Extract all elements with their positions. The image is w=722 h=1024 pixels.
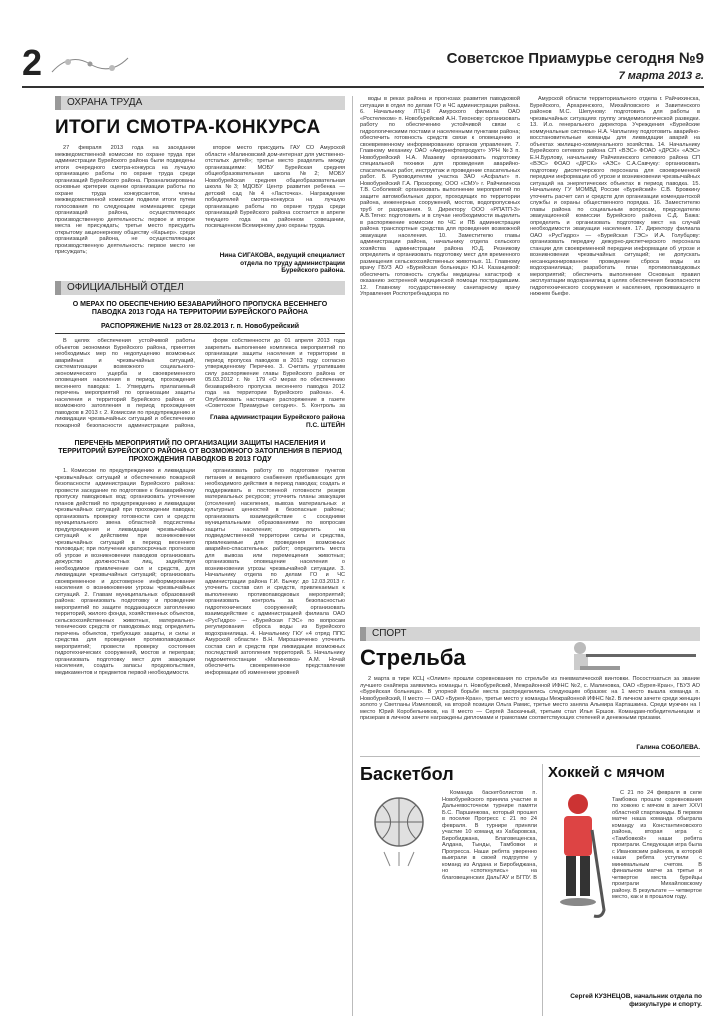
measures-paragraph-2: организовать работу по подготовке пунктов питания и вещевого снабжения прибывающих для необходимого действия в период паводка; создать и поддерживать в постоянной готовности резерв материальных ресурсов; уточнить планы эвакуации (отселения) населения, вывоза материальных и культурных ценностей в безопасные районы; организовать взаимодействие с соседними муниципальными образованиями по вопросам защиты населения; определить на подведомственной территории силы и средства, привлекаемые для проведения возможных аварийно-спасательных работ; определить места для вывоза или перемещения животных; организовать оповещение населения о возникновении угрозы чрезвычайной ситуации. 3. Начальнику отдела по делам ГО и ЧС администрации района Г.И. Бычку: до 12.03.2013 г. уточнить состав сил и средств, привлекаемых к выполнению противопаводковых мероприятий; организовать контроль за безопасностью гидротехнических сооружений; организовать взаимодействие с администрацией филиала ОАО «РусГидро» — «Бурейская ГЭС» по вопросам регулирования сброса воды из Бурейского водохранилища. 4. Начальнику ГКУ «4 отряд ППС Амурской области» В.Н. Мирошниченко уточнить состав сил и средств при ликвидации возможных последствий затопления территорий. 5. Начальнику гидрометеостанции «Малиновка» А.М. Ночай обеспечить своевременное представление информации об изменении уровней xyxy=(205,468,345,676)
measures-col1 xyxy=(55,468,195,1016)
hockey-paragraph: С 21 по 24 февраля в селе Тамбовка прошли соревнования по хоккею с мячом в зачет XXVI областной спартакиады. В первом матче наша команда обыграла команду из Константиновского района, вторая игра с «Тамбовкой» наши ребята проиграли. Следующая игра была с Ивановским районом, в которой наши ребята уступили с минимальным счетом. В финальном матче за третье и четвертое места бурейцы проиграли Михайловскому району. В результате — четвертое место, как и в прошлом году. xyxy=(612,790,702,900)
order-line: РАСПОРЯЖЕНИЕ №123 от 28.02.2013 г. п. Новобурейский xyxy=(55,323,345,334)
labor-title: ИТОГИ СМОТРА-КОНКУРСА xyxy=(55,117,321,138)
shooting-paragraph: 2 марта в тире КСЦ «Олимп» прошли соревнования по стрельбе из пневматической винтовки. Посостязаться за звание лучшего снайпера заявились команды п. Новобурейский, Межрайонной ИФНС №2, с. Малиновка, ОАО «Бурея-Кран», ГБУЗ АО «Бурейская больница». В упорной борьбе места распределились следующим образом: на 1 место вышла команда п. Новобурейский, II место — ОАО «Бурея-Кран», третье место у команды Межрайонной ИФНС №2. В личном зачете среди женщин золото у Светланы Измеловой, на второй позиции Ольга Рамис, третье место заняла Альмира Карташкина. Среди мужчин на I место Юрий Коробельников, на II место — Сергей Заскачный, третьим стал Илья Ершов. Командам-победительницам и призерам в личном зачете награждены дипломами и грамотами соответствующих степеней и денежными призами. xyxy=(360,676,700,721)
shooting-signature: Галина СОБОЛЕВА. xyxy=(636,744,700,751)
measures-paragraph-3: воды в реках района и прогнозах развития паводковой ситуации в отдел по делам ГО и ЧС администрации района. 6. Начальнику ЛТЦ-8 Амурского филиала ОАО «Ростелеком» п. Новобурейский А.Н. Тихонову: организовать работу по обеспечению устойчивой связи с гидрологическими постами и населенными пунктами района; обеспечить готовность средств связи к оповещению и своевременному информированию органов управления. 7. Главному механику ОАО «Амурнефтепродукт» УРН №3 п. Новобурейский Н.А. Мазаеву организовать подготовку специальной техники для проведения аварийно-спасательных работ, инструктаж и проведение спасательных работ. 8. Руководителям участка ЗАО «Асфальт» п. Новобурейский Г.А. Прозорову, ООО «СМУ» г. Райчихинска Т.В. Соболевой: организовать выполнение мероприятий по защите автомобильных дорог, проходящих по территории района, инженерных сооружений, мостов, водопропускных труб от разрушения. 9. Директору ООО «РПАТП-3» А.В.Тягно: подготовить и в случае необходимости выделить в распоряжение комиссии по ЧС и ПБ администрации района транспортные средства для проведения возможной эвакуации населения. 10. Заместителю главы администрации района, начальнику отдела сельского хозяйства администрации района Ю.Д. Резникову определить и организовать подготовку мест для временного размещения сельскохозяйственных животных. 11. Главному врачу ГБУЗ АО «Бурейская больница» Ю.Н. Казанцевой: обеспечить готовность службы медицины катастроф к оказанию экстренной медицинской помощи пострадавшим. 12. Главному государственному санитарному врачу Управления Роспотребнадзора по xyxy=(360,96,520,297)
order-paragraph-1: В целях обеспечения устойчивой работы объектов экономики Бурейского района, принятия необходимых мер по недопущению возможных аварийных и чрезвычайных ситуаций, систематизации возможного социального-экономического ущерба и своевременного оповещения населения в период прохождения весеннего паводка: 1. Утвердить прилагаемый перечень мероприятий по организации защиты населения и территорий Бурейского района от возможного затопления в период прохождения паводков в 2013 г. 2. Комиссии по предупреждению и ликвидации чрезвычайных ситуаций и обеспечению пожарной безопасности администрации района, xyxy=(55,338,195,428)
basketball-paragraph: Команда баскетболистов п. Новобурейского приняла участие в Дальневосточном турнире памяти Б.С. Паршинкова, который прошел в поселке Прогресс с 21 по 24 февраля. В турнире приняли участие 10 команд из Хабаровска, Биробиджана, Благовещенска, Алдана, Тынды, Тамбовки и Прогресса. Наши ребята уверенно выиграли в своей подгруппе у команд из Алдана и Биробиджана, но «споткнулись» на благовещенских ДальГАУ и БГПУ. В xyxy=(442,790,537,880)
labor-signature: Нина СИГАКОВА, ведущий специалист отдела по труду администрации Бурейского района. xyxy=(219,252,345,274)
order-paragraph-2: форм собственности до 01 апреля 2013 года закрепить выполнение комплекса мероприятий по организации защиты населения и территории в период пропуска паводков в 2013 году согласно утвержденному Перечню. 3. Считать утратившим силу распоряжение главы Бурейского района от 05.03.2012 г. № 179 «О мерах по обеспечению безаварийного пропуска весеннего паводка 2012 года на территории Бурейского района». 4. Опубликовать настоящее распоряжение в газете «Советское Приамурье сегодня». 5. Контроль за xyxy=(205,338,345,409)
basketball-text-continued xyxy=(360,880,537,1016)
column-divider xyxy=(352,96,353,1016)
measures-col2 xyxy=(205,468,345,1016)
measures-list-heading: ПЕРЕЧЕНЬ МЕРОПРИЯТИЙ ПО ОРГАНИЗАЦИИ ЗАЩИТЫ НАСЕЛЕНИЯ И ТЕРРИТОРИЙ БУРЕЙСКОГО РАЙОНА ОТ ВОЗМОЖНОГО ЗАТОПЛЕНИЯ В ПЕРИОД ПРОХОЖДЕНИЯ ПАВОДКОВ В 2013 ГОДУ xyxy=(58,440,342,463)
labor-paragraph-1: 27 февраля 2013 года на заседании межведомственной комиссии по охране труда при администрации Бурейского района были подведены итоги очередного смотра-конкурса на лучшую организацию работы по охране труда среди организаций Бурейского района. Проанализированы основные критерии оценки организации работы по охране труда конкурсантов, члены межведомственной комиссии подвели итоги путем голосования по следующим номинациям: среди организаций района, осуществляющих производственную деятельность: первое и второе места не присуждать; третье место присудить открытому акционерному обществу «Карьер». среди организаций района, не осуществляющих производственную деятельность: первое место не присуждать; xyxy=(55,145,195,255)
order-text-col2 xyxy=(205,338,345,410)
shooting-title: Стрельба xyxy=(360,645,466,670)
official-heading: О МЕРАХ ПО ОБЕСПЕЧЕНИЮ БЕЗАВАРИЙНОГО ПРОПУСКА ВЕСЕННЕГО ПАВОДКА 2013 ГОДА НА ТЕРРИТОРИИ БУРЕЙСКОГО РАЙОНА xyxy=(72,301,328,316)
sport-column-divider xyxy=(542,764,543,1016)
measures-col3 xyxy=(360,96,520,619)
rubric-sport: СПОРТ xyxy=(360,627,700,641)
basketball-hoop-icon xyxy=(360,790,438,868)
shooting-text xyxy=(360,676,700,742)
order-text-col1 xyxy=(55,338,195,428)
page-header xyxy=(22,42,704,88)
page-number: 2 xyxy=(22,42,43,83)
hockey-signature: Сергей КУЗНЕЦОВ, начальник отдела по физкультуре и спорту. xyxy=(570,993,702,1008)
measures-col4 xyxy=(530,96,700,619)
labor-paragraph-2: второе место присудить ГАУ СО Амурской области «Малиновский дом-интернат для умственно-отсталых детей»; третье место разделить между организациями: МОБУ Бурейская средняя общеобразовательная школа №2; МОБУ Новобурейская средняя общеобразовательная школа №3; МДОБУ Центр развития ребенка — детский сад №4 «Ласточка». Награждение победителей смотра-конкурса на лучшую организацию работы по охране труда среди организаций Бурейского района состоится в апреле текущего года на районном совещании, посвященном Всемирному дню охраны труда. xyxy=(205,145,345,229)
hockey-player-icon xyxy=(548,790,608,930)
hockey-title: Хоккей с мячом xyxy=(548,764,665,781)
measures-paragraph-4: Амурской области территориального отдела г. Райчихинска, Бурейского, Архаринского, Михайловского и Завитинского районов М.С. Шепунову: подготовить для работы в чрезвычайных ситуациях группу эпидемиологической разведки. 13. И.о. генерального директора Учреждения «Бурейские коммунальные системы» Н.А. Чаплыгину подготовить аварийно-восстановительные команды для ликвидации аварий на объектах жилищно-коммунального хозяйства. 14. Начальнику Бурейского сетевого района СП «ВЭС» ФОАО «ДРСК» «АЭС» Е.Н.Бурлову, начальнику Райчихинского сетевого района СП «ВЭС» ФОАО «ДРСК» «АЭС» С.А.Савчуку: организовать подготовку диспетчерского персонала для своевременной передачи информации об угрозе и возникновении чрезвычайных ситуаций на энергетических объектах в период паводка. 15. Начальнику ГУ МОМВД России «Бурейский» С.В. Бровкину уточнить расчет сил и средств для организации комендантской службы и охраны общественного порядка. 16. Заместителю главы района по социальным вопросам, председателю эвакуационной комиссии Бурейского района С.Д. Бажа: определить и организовать подготовку мест на случай необходимости эвакуации населения. 17. Директору филиала ОАО «РусГидро» — «Бурейская ГЭС» И.А. Голубцову: организовать передачу дежурно-диспетчерского персонала станции для своевременной передачи информации об угрозе и возникновении чрезвычайных ситуаций; не допускать несанкционированное проведение сброса воды из водохранилища; разработать план противопаводковых мероприятий; обеспечить выполнение Основных правил эксплуатации водохранилищ в целях обеспечения безопасности гидротехнического сооружения и населения, проживающего в нижнем бьефе. xyxy=(530,96,700,297)
rubric-labor: ОХРАНА ТРУДА xyxy=(55,96,345,110)
issue-date: 7 марта 2013 г. xyxy=(618,70,704,82)
labor-text-col2 xyxy=(205,145,345,249)
basketball-title: Баскетбол xyxy=(360,764,454,784)
basketball-text-wrap xyxy=(442,790,537,880)
ornament-icon xyxy=(50,50,130,80)
order-signature: Глава администрации Бурейского района П.С. ШТЕЙН xyxy=(209,414,345,429)
newspaper-title: Советское Приамурье сегодня №9 xyxy=(446,50,704,67)
measures-paragraph-1: 1. Комиссии по предупреждению и ликвидации чрезвычайных ситуаций и обеспечению пожарной безопасности администрации Бурейского района: провести заседание по подготовке к безаварийному пропуску паводковых вод; организовать уточнение планов действий по предупреждению и ликвидации чрезвычайных ситуаций при прохождении паводка; организовать проверку готовности сил и средств муниципального звена областной подсистемы предупреждения и ликвидации чрезвычайных ситуаций к действиям при возникновении чрезвычайных ситуаций в период весеннего половодья; при получении краткосрочных прогнозов об угрозе и возникновении паводков организовать дежурство должностных лиц, задействуя необходимое привлечение сил и средств, для ликвидации чрезвычайных ситуаций; организовать своевременное и достоверное информирование населения о возникновении угрозы чрезвычайных ситуаций. 2. Главам муниципальных образований района: организовать подготовку и проведение мероприятий по защите поддающихся затоплению территорий, жилого фонда, хозяйственных объектов, сельскохозяйственных животных, материально-технических средств от паводковых вод; определить перечень объектов, требующих защиты, и силы и средства для проведения противопаводковых мероприятий; провести проверку состояния гидротехнических сооружений, мостов и переправ; организовать подготовку мест для эвакуации населения, создать запасы продовольствия, медикаментов и предметов первой необходимости. xyxy=(55,468,195,676)
rubric-official: ОФИЦИАЛЬНЫЙ ОТДЕЛ xyxy=(55,281,345,295)
hockey-text xyxy=(612,790,702,990)
labor-text-col1 xyxy=(55,145,195,273)
rifle-shooter-icon xyxy=(520,640,700,672)
sport-divider xyxy=(360,756,700,757)
